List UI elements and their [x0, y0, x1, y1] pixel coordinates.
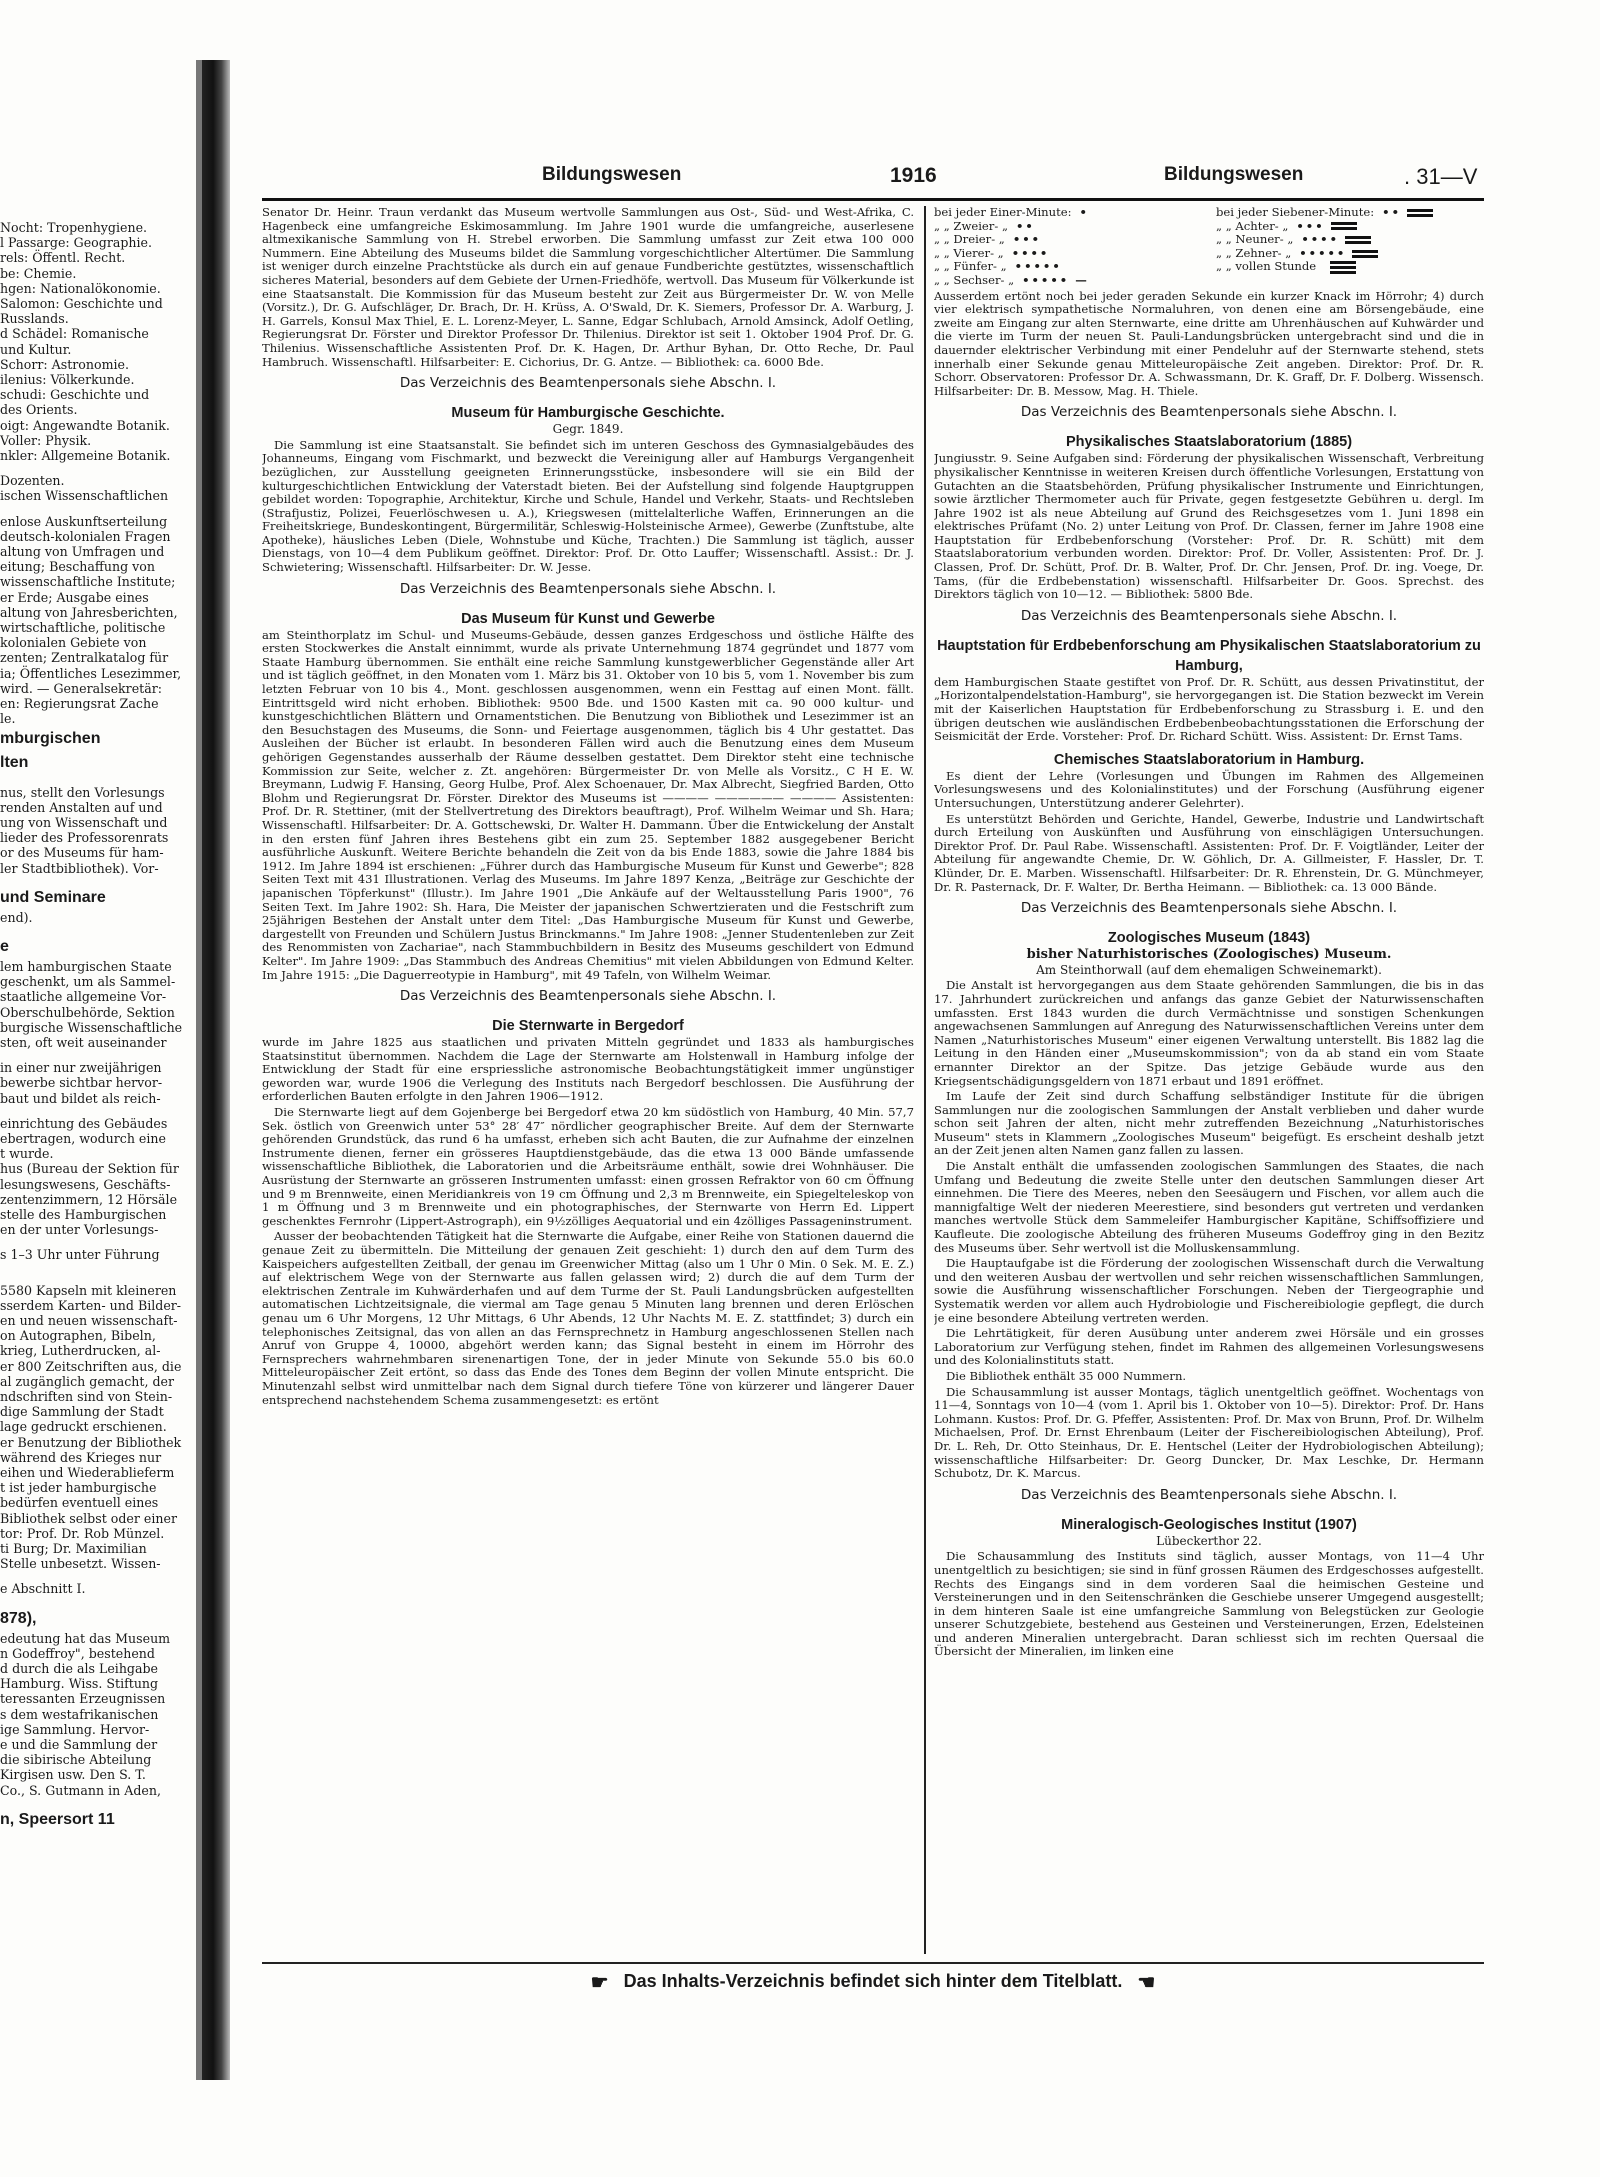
fragment-line: zentenzimmern, 12 Hörsäle	[0, 1191, 178, 1207]
fragment-line: ndschriften sind von Stein-	[0, 1389, 173, 1404]
fragment-line: n Godeffroy", bestehend	[0, 1645, 155, 1661]
time-schema-label: „ „ Dreier- „	[934, 232, 1005, 247]
section-subtitle: bisher Naturhistorisches (Zoologisches) Museum.	[1026, 947, 1392, 963]
time-schema-label: „ „ Zehner- „	[1216, 245, 1292, 260]
fragment-line: und Seminare	[0, 888, 106, 906]
fragment-line: ler Stadtbibliothek). Vor-	[0, 860, 159, 876]
fragment-line: oigt: Angewandte Botanik.	[0, 417, 170, 433]
fragment-line: krieg, Lutherdrucken, al-	[0, 1343, 161, 1359]
fragment-line: Hamburg. Wiss. Stiftung	[0, 1676, 159, 1692]
fragment-line: geschenkt, um als Sammel-	[0, 974, 176, 990]
fragment-line	[0, 1273, 198, 1283]
fragment-line: bedürfen eventuell eines	[0, 1495, 159, 1511]
fragment-line: Nocht: Tropenhygiene.	[0, 220, 148, 235]
fragment-line: sten, oft weit auseinander	[0, 1034, 167, 1050]
signal-dash	[1407, 214, 1433, 217]
section-title: Mineralogisch-Geologisches Institut (1907)	[1061, 1516, 1357, 1533]
signal-dots: •••	[1012, 232, 1042, 247]
section-text: Ausserdem ertönt noch bei jeder geraden Sekunde ein kurzer Knack im Hörrohr; 4) durch vier elektrisch sympathetische Normaluhren, von denen eine am Börsengebäude, eine zweite am Eingang zur alten Sternwarte, eine dritte am Uhrenhäuschen auf Kuhwärder und die vierte im Turm der neuen St. Pauli-Landungsbrücken untergebracht sind und die in dauernder elektrischer Verbindung mit einer Pendeluhr auf der Sternwarte stehend, stets innerhalb einer Sekunde genau Mitteleuropäische Zeit angeben. Direktor: Prof. Dr. R. Schorr. Observatoren: Professor Dr. A. Schwassmann, Dr. K. Graff, Dr. F. Dolberg. Wissensch. Hilfsarbeiter: Dr. B. Messow, Mag. H. Thiele.	[934, 288, 1484, 398]
fragment-line	[0, 1571, 198, 1581]
section-text: Es dient der Lehre (Vorlesungen und Übungen im Rahmen des Allgemeinen Vorlesungswesens und des Kolonialinstitutes) und der Forschung (Ausführung eigener Untersuchungen, Unterstützung anderer Gelehrter).	[934, 768, 1484, 810]
fragment-line	[0, 876, 198, 886]
signal-dots: ••	[1382, 206, 1401, 219]
fragment-line: t wurde.	[0, 1146, 54, 1162]
section-title: Das Museum für Kunst und Gewerbe	[461, 610, 715, 627]
time-schema-label: „ „ vollen Stunde	[1216, 259, 1317, 274]
header-right-title: Bildungswesen	[1164, 164, 1304, 185]
voelkerkunde-text: Senator Dr. Heinr. Traun verdankt das Museum wertvolle Sammlungen aus Ost-, Süd- und West-Afrika, C. Hagenbeck eine umfangreiche Eskimosammlung. Im Jahre 1901 wurde die umfangreiche, auserlesene altmexikanische Sammlung von H. Strebel erworben. Die Sammlung umfasst zur Zeit etwa 100 000 Nummern. Eine Abteilung des Museums bildet die Sammlung vorgeschichtlicher Altertümer. Die Sammlung ist weniger durch einzelne Prachtstücke als durch ein auf genaue Fundberichte gestütztes, wissenschaftlich sicheres Material, besonders auf dem Gebiete der Urnen-Friedhöfe, wertvoll. Das Museum für Völkerkunde ist eine Staatsanstalt. Die Kommission für das Museum besteht zur Zeit aus Bürgermeister Dr. W. von Melle (Vorsitz.), Dr. G. Aufschläger, Dr. Brach, Dr. H. Krüss, A. O'Swald, Dr. K. Siemers, Professor Dr. A. Warburg, J. H. Garrels, Konsul Max Thiel, E. L. Lorenz-Meyer, L. Sanne, Edgar Schlubach, Arnold Amsinck, Adolf Oetling, Regierungsrat Dr. Förster und Direktor Professor Dr. Thilenius. Direktor ist seit 1. Oktober 1904 Prof. Dr. G. Thilenius. Wissenschaftliche Assistenten Prof. Dr. K. Hagen, Dr. Arthur Byhan, Dr. Otto Reche, Dr. Paul Hambruch. Wissenschaftl. Hilfsarbeiter: E. Cichorius, Dr. G. Antze. — Bibliothek: ca. 6000 Bde.	[262, 206, 914, 369]
section-title: Hauptstation für Erdbebenforschung am Physikalischen Staatslaboratorium zu Hamburg,	[937, 637, 1481, 674]
fragment-line: schudi: Geschichte und	[0, 387, 150, 403]
fragment-line: edeutung hat das Museum	[0, 1630, 171, 1646]
time-schema-row	[934, 260, 1202, 274]
footer-text: Das Inhalts-Verzeichnis befindet sich hinter dem Titelblatt.	[623, 1971, 1123, 1991]
section-title: Die Sternwarte in Bergedorf	[492, 1018, 684, 1035]
fragment-line	[0, 925, 198, 935]
fragment-line: rels: Öffentl. Recht.	[0, 250, 126, 266]
fragment-line: enlose Auskunftserteilung	[0, 513, 168, 529]
fragment-line: t ist jeder hamburgische	[0, 1480, 157, 1496]
fragment-line: deutsch-kolonialen Fragen	[0, 528, 171, 544]
fragment-line: eitung; Beschaffung von	[0, 559, 155, 575]
time-schema-label: „ „ Vierer- „	[934, 245, 1004, 260]
fragment-line: er Benutzung der Bibliothek	[0, 1434, 182, 1450]
fragment-line: wird. — Generalsekretär:	[0, 680, 162, 696]
fragment-line: en: Regierungsrat Zache	[0, 696, 159, 712]
time-schema-label: „ „ Achter- „	[1216, 218, 1289, 233]
fragment-line: al zugänglich gemacht, der	[0, 1373, 174, 1389]
signal-dots: ••••	[1011, 245, 1050, 260]
page-number: . 31—V	[1404, 164, 1478, 189]
fragment-line: Oberschulbehörde, Sektion	[0, 1004, 175, 1020]
section-text: Die Schausammlung ist ausser Montags, täglich unentgeltlich geöffnet. Wochentags von 11—4, Sonntags von 10—4 (vom 1. April bis 1. Oktober von 10—5). Direktor: Prof. Dr. Hans Lohmann. Kustos: Prof. Dr. G. Pfeffer, Assistenten: Prof. Dr. Max von Brunn, Prof. Dr. Wilhelm Michaelsen, Prof. Dr. Ernst Ehrenbaum (Leiter der Fischereibiologischen Abteilung), Prof. Dr. L. Reh, Dr. Otto Steinhaus, Dr. E. Hentschel (Leiter der Hydrobiologischen Abteilung); wissenschaftliche Hilfsarbeiter: Dr. Georg Duncker, Dr. Max Leschke, Dr. Hermann Schubotz, Dr. K. Marcus.	[934, 1384, 1484, 1481]
time-schema-row	[1216, 220, 1484, 234]
fragment-line: lesungswesens, Geschäfts-	[0, 1176, 171, 1192]
fragment-line: nkler: Allgemeine Botanik.	[0, 448, 171, 464]
section-text: am Steinthorplatz im Schul- und Museums-Gebäude, dessen ganzes Erdgeschoss und östliche Hälfte des ersten Stockwerkes die Anstalt einnimmt, wurde als private Unternehmung 1874 gegründet und 1877 vom Staate Hamburg übernommen. Sie enthält eine reiche Sammlung kunstgewerblicher Gegenstände aller Art und ist täglich geöffnet, in den Monaten vom 1. März bis 31. Oktober von 10 bis 5, vom 1. November bis zum letzten Februar von 10 bis 4., Mont. geschlossen ausgenommen, wenn ein Festtag auf einen Mont. fällt. Eintrittsgeld wird nicht erhoben. Bibliothek: 9500 Bde. und 1500 Kasten mit ca. 90 000 kultur- und kunstgeschichtlichen Blättern und Ornamentstichen. Die Benutzung von Bibliothek und Lesezimmer ist an den Besuchstagen des Museums, die Sonn- und Feiertage ausgenommen, täglich bis 4 Uhr gestattet. Das Ausleihen der Bücher ist erlaubt. In besonderen Fällen wird auch die Benutzung eines dem Museum gehörigen Gegenstandes ausserhalb der Räume desselben gestattet. Dem Direktor steht eine technische Kommission zur Seite, welcher z. Zt. angehören: Bürgermeister Dr. von Melle als Vorsitz., C H E. W. Breymann, Ludwig F. Hansing, Georg Hulbe, Prof. Alex Schoenauer, Dr. Max Albrecht, Siegfried Barden, Otto Blohm und Regierungsrat Dr. Förster. Direktor des Museums ist ———— —————— ———— Assistenten: Prof. Dr. R. Stettiner, (mit der Stellvertretung des Direktors beauftragt), Prof. Wilhelm Weimar und Sh. Hara; Wissenschaftl. Hilfsarbeiter: Dr. A. Gottschewski, Dr. Walter H. Dammann. Über die Entwickelung der Anstalt in den ersten fünf Jahren ihres Bestehens gibt ein zum 25. September 1882 ausgegebener Bericht ausführliche Auskunft. Weitere Berichte behandeln die Zeit von da bis Ende 1883, sowie die Jahre 1884 bis 1912. Im Jahre 1894 ist erschienen: „Führer durch das Hamburgische Museum für Kunst und Gewerbe"; 828 Seiten Text mit 431 Illustrationen. Verlag des Museums. Im Jahre 1897 Kenza, „Beiträge zur Geschichte der japanischen Töpferkunst" (Illustr.). Im Jahre 1901 „Die Ankäufe auf der Weltausstellung Paris 1900", 76 Seiten Text. Im Jahre 1902: Sh. Hara, Die Meister der japanischen Schwertzieraten und die Festschrift zum 25jährigen Bestehen der Anstalt unter dem Titel: „Das Hamburgische Museum für Kunst und Gewerbe, dargestellt von Freunden und Schülern Justus Brinckmanns." Im Jahre 1908: „Jenner Studentenleben zur Zeit des Renommisten von Zachariae", nach Stammbuchbildern in Besitz des Museums geschildert von Edmund Kelter". Im Jahre 1909: „Das Stammbuch des Andreas Chemitius" mit vielen Abbildungen von Edmund Kelter. Im Jahre 1915: „Die Daguerreotypie in Hamburg", mit 49 Tafeln, von Wilhelm Weimar.	[262, 627, 914, 982]
fragment-line: ige Sammlung. Hervor-	[0, 1721, 150, 1737]
signal-dots: ••••	[1301, 232, 1339, 247]
section-text: Die Anstalt enthält die umfassenden zoologischen Sammlungen des Staates, die nach Umfang und Bedeutung die zweite Stelle unter den deutschen Sammlungen dieser Art einnehmen. Die Tiere des Meeres, neben den Seesäugern und Fischen, vor allem auch die mannigfaltige Welt der niederen Meerestiere, sind besonders gut vertreten und verdanken manches wertvolle Stück dem Sammeleifer Hamburgischer Kapitäne, Schiffsoffiziere und Kaufleute. Die zoologische Abteilung des früheren Museums Godeffroy ging in den Bezitz des Museums über. Sehr wertvoll ist die Molluskensammlung.	[934, 1159, 1484, 1255]
fragment-line: Co., S. Gutmann in Aden,	[0, 1782, 161, 1798]
fragment-line: lten	[0, 753, 29, 771]
time-schema-label: bei jeder Einer-Minute:	[934, 206, 1072, 219]
personnel-reference: Das Verzeichnis des Beamtenpersonals siehe Abschn. I.	[1020, 1486, 1398, 1503]
fragment-line: baut und bildet als reich-	[0, 1090, 161, 1106]
section-title: Physikalisches Staatslaboratorium (1885)	[1065, 434, 1353, 451]
fragment-line: d durch die als Leihgabe	[0, 1661, 159, 1677]
time-schema-row	[1216, 233, 1484, 247]
fragment-line: on Autographen, Bibeln,	[0, 1328, 156, 1344]
fragment-line: staatliche allgemeine Vor-	[0, 989, 167, 1005]
fragment-line: renden Anstalten auf und	[0, 799, 163, 815]
fragment-line: zenten; Zentralkatalog für	[0, 650, 169, 666]
fragment-line: lieder des Professorenrats	[0, 830, 169, 846]
header-rule	[262, 198, 1484, 201]
fragment-line: n, Speersort 11	[0, 1810, 115, 1828]
section-subtitle: Lübeckerthor 22.	[1156, 1533, 1262, 1548]
fragment-line: burgische Wissenschaftliche	[0, 1019, 183, 1035]
fragment-line: be: Chemie.	[0, 265, 77, 281]
fragment-line: end).	[0, 909, 33, 925]
fragment-line: Russlands.	[0, 311, 69, 327]
personnel-reference: Das Verzeichnis des Beamtenpersonals siehe Abschn. I.	[1020, 404, 1398, 421]
time-schema-row	[934, 233, 1202, 247]
fragment-line	[0, 1597, 198, 1607]
signal-dots: ••	[1015, 218, 1035, 233]
fragment-line: wirtschaftliche, politische	[0, 620, 166, 636]
fragment-line: d Schädel: Romanische	[0, 326, 149, 342]
time-schema-row	[934, 247, 1202, 261]
fragment-line: Voller: Physik.	[0, 432, 92, 448]
signal-dash	[1330, 266, 1356, 269]
fragment-line: teressanten Erzeugnissen	[0, 1691, 166, 1707]
time-schema-label: „ „ Neuner- „	[1216, 232, 1294, 247]
fragment-line: kolonialen Gebiete von	[0, 635, 147, 651]
section-title: Chemisches Staatslaboratorium in Hamburg.	[1053, 751, 1365, 768]
fragment-line: des Orients.	[0, 402, 78, 418]
fragment-line	[0, 775, 198, 785]
fragment-line: Dozenten.	[0, 473, 65, 489]
fragment-line: bewerbe sichtbar hervor-	[0, 1075, 163, 1091]
time-schema-left	[934, 206, 1202, 288]
fragment-line: stelle des Hamburgischen	[0, 1206, 167, 1222]
section-subtitle: Am Steinthorwall (auf dem ehemaligen Schweinemarkt).	[1036, 962, 1382, 977]
section-text: Jungiusstr. 9. Seine Aufgaben sind: Förderung der physikalischen Wissenschaft, Verbreitung physikalischer Kenntnisse in weiteren Kreisen durch öffentliche Vorlesungen, Erstattung von Gutachten an die Staatsbehörden, Prüfung physikalischer Instrumente und Einrichtungen, sowie ärztlicher Thermometer auch für Private, gegen festgesetzte Gebühren u. dergl. Im Jahre 1902 ist als neue Abteilung auf Grund des Reichsgesetzes vom 1. Juni 1898 ein elektrisches Prüfamt (No. 2) unter Leitung von Prof. Dr. Classen, ferner im Jahre 1908 eine Hauptstation für Erdbebenforschung (Vorsteher: Prof. Dr. R. Schütt) mit dem Staatslaboratorium verbunden worden. Direktor: Prof. Dr. Voller, Assistenten: Prof. Dr. J. Classen, Prof. Dr. Schütt, Prof. Dr. B. Walter, Prof. Dr. Chr. Jensen, Prof. Dr. ing. Voege, Dr. Tams, (für die Erdbebenstation) wissenschaftl. Hilfsarbeiter Dr. Goos. Sprechst. des Direktors täglich von 10—12. — Bibliothek: 5800 Bde.	[934, 451, 1484, 602]
section-text: Die Anstalt ist hervorgegangen aus dem Staate gehörenden Sammlungen, die bis in das 17. Jahrhundert zurückreichen und anfangs das ganze Gebiet der Naturwissenschaften umfassten. Erst 1843 wurden die durch Vermächtnisse und sonstigen Schenkungen angewachsenen Sammlungen auf Anregung des Naturwissenschaftlichen Vereins unter dem Namen „Naturhistorisches Museum" einer eigenen Verwaltung unterstellt. Bis 1882 lag die Leitung in den Händen einer „Museumskommission"; von da ab stand ein vom Staate ernannter Direktor an der Spitze. Das jetzige Gebäude wurde aus den Kriegsentschädigungsgeldern von 1871 erbaut und 1891 eröffnet.	[934, 978, 1484, 1088]
binding-gutter	[202, 60, 230, 2080]
fragment-line: in einer nur zweijährigen	[0, 1060, 162, 1076]
fragment-line: eihen und Wiederablieferm	[0, 1465, 175, 1481]
header-left-title: Bildungswesen	[542, 164, 682, 185]
signal-dash	[1330, 271, 1356, 274]
fragment-line: mburgischen	[0, 729, 101, 747]
fragment-line: hus (Bureau der Sektion für	[0, 1161, 179, 1177]
signal-dots: •••••	[1299, 245, 1347, 260]
time-schema-row	[1216, 206, 1484, 220]
fragment-line: sserdem Karten- und Bilder-	[0, 1297, 182, 1313]
fragment-line: e Abschnitt I.	[0, 1581, 86, 1597]
fragment-line: or des Museums für ham-	[0, 845, 164, 861]
time-schema-row	[934, 220, 1202, 234]
time-schema-label: „ „ Zweier- „	[934, 218, 1008, 233]
pointing-hand-left-icon: ☚	[1137, 1972, 1156, 1994]
personnel-reference: Das Verzeichnis des Beamtenpersonals siehe Abschn. I.	[1020, 900, 1398, 917]
signal-dash	[1345, 236, 1371, 239]
fragment-line: die sibirische Abteilung	[0, 1752, 152, 1768]
personnel-reference: Das Verzeichnis des Beamtenpersonals siehe Abschn. I.	[1020, 607, 1398, 624]
signal-dashes	[1345, 236, 1371, 244]
time-schema-label: „ „ Sechser- „	[934, 272, 1015, 287]
fragment-line: tor: Prof. Dr. Rob Münzel.	[0, 1525, 165, 1541]
fragment-line: ischen Wissenschaftlichen	[0, 488, 169, 504]
section-title: Museum für Hamburgische Geschichte.	[451, 405, 725, 422]
section-text: dem Hamburgischen Staate gestiftet von Prof. Dr. R. Schütt, aus dessen Privatinstitut, der „Horizontalpendelstation-Hamburg", sie hervorgegangen ist. Die Station bezweckt im Verein mit der Kaiserlichen Hauptstation für Erdbebenforschung zu Strassburg i. E. und den übrigen deutschen wie ausländischen Erdbebenbeobachtungsstationen die Erforschung der Seismicität der Erde. Vorsteher: Prof. Dr. Richard Schütt. Wiss. Assistent: Dr. Ernst Tams.	[934, 674, 1484, 744]
signal-dashes	[1407, 209, 1433, 217]
fragment-line: e und die Sammlung der	[0, 1737, 158, 1753]
section-text: Ausser der beobachtenden Tätigkeit hat die Sternwarte die Aufgabe, einer Reihe von Stationen dauernd die genaue Zeit zu übermitteln. Die Mitteilung der genauen Zeit geschieht: 1) durch den auf dem Turm des Kaispeichers aufgestellten Zeitball, der genau im Greenwicher Mittag (also um 1 Uhr 0 Min. 0 Sek. M. E. Z.) auf elektrischem Wege von der Sternwarte aus fallen gelassen wird; 2) durch die auf dem Turm der elektrischen Zentrale im Kuhwärderhafen und auf dem Turme der St. Pauli Landungsbrücken aufgestellten automatischen Lichtzeitsignale, die viermal am Tage genau 5 Minuten lang brennen und deren Erlöschen genau um 6 Uhr Morgens, 12 Uhr Mittags, 6 Uhr Abends, 12 Uhr Nachts M. E. Z. stattfindet; 3) durch ein telephonisches Zeitsignal, das von allen an das Fernsprechnetz in Hamburg angeschlossenen Stellen nach Anruf von Gruppe 4, 10000, abgehört werden kann; das Signal besteht in einem im Hörrohr des Fernsprechers wahrnehmbaren sirenenartigen Tone, der in jeder Minute von Sekunde 55.0 bis 60.0 Mitteleuropäischer Zeit ertönt, so dass das Ende des Tones dem Beginn der vollen Minute entspricht. Die Minutenzahl selbst wird unmittelbar nach dem Signal durch tiefere Töne von kürzerer und längerer Dauer entsprechend nachstehendem Schema zusammengesetzt: es ertönt	[262, 1229, 914, 1407]
fragment-line: ebertragen, wodurch eine	[0, 1130, 166, 1146]
section-subtitle: Gegr. 1849.	[552, 422, 624, 437]
fragment-line	[0, 1798, 198, 1808]
time-schema-row	[934, 274, 1202, 288]
section-text: Die Sternwarte liegt auf dem Gojenberge bei Bergedorf etwa 20 km südöstlich von Hamburg, 40 Min. 57,7 Sek. östlich von Greenwich unter 53° 28′ 47″ nördlicher geographischer Breite. Auf dem der Sternwarte gehörenden Grundstück, das rund 6 ha umfasst, erheben sich acht Bauten, die zur Aufnahme der einzelnen Instrumente dienen, ferner ein grösseres Hauptdienstgebäude, das die etwa 13 000 Bände umfassende wissenschaftliche Bibliothek, die Laboratorien und die Arbeitsräume enthält, sowie drei Wohnhäuser. Die Ausrüstung der Sternwarte an grösseren Instrumenten umfasst: einen grossen Refraktor von 60 cm Öffnung und 9 m Brennweite, einen Meridiankreis von 19 cm Öffnung und 2,3 m Brennweite, ein Spiegelteleskop von 1 m Öffnung und 3 m Brennweite und ein photographisches, der Sternwarte von Herrn Ed. Lippert geschenktes Fernrohr (Lippert-Astrograph), ein 9½zölliges Aequatorial und ein 4zölliges Passageninstrument.	[262, 1105, 914, 1228]
header-year: 1916	[890, 164, 937, 187]
section-text: Die Schausammlung des Instituts sind täglich, ausser Montags, von 11—4 Uhr unentgeltlich zu besichtigen; sie sind in fünf grossen Räumen des Erdgeschosses aufgestellt. Rechts des Eingangs sind in dem vorderen Saal die heimischen Gesteine und Versteinerungen und in den Seitenschränken die Geschiebe unserer Umgegend ausgestellt; in dem hinteren Saale ist eine umfangreiche Sammlung von Belegstücken zur Geologie unserer Schutzgebiete, bestehend aus Gesteinen und Versteinerungen, Erzen, Edelsteinen und anderen Mineralien untergebracht. Daran schliesst sich im rechten Quersaal die Übersicht der Mineralien, im linken eine	[934, 1549, 1484, 1659]
signal-dots: •••	[1296, 218, 1325, 233]
fragment-line: während des Krieges nur	[0, 1449, 162, 1465]
section-text: Es unterstützt Behörden und Gerichte, Handel, Gewerbe, Industrie und Landwirtschaft durch Erteilung von Auskünften und Ausführung von einschlägigen Untersuchungen. Direktor Prof. Dr. Paul Rabe. Wissenschaftl. Assistenten: Prof. Dr. F. Voigtländer, Leiter der Abteilung für angewandte Chemie, Dr. W. Göhlich, Dr. A. Gillmeister, F. Hassler, Dr. T. Klünder, Dr. E. Marben. Wissenschaftl. Hilfsarbeiter: Dr. R. Ehrenstein, Dr. G. Münchmeyer, Dr. R. Pasternack, Dr. F. Walter, Dr. Bertha Heimann. — Bibliothek: ca. 13 000 Bände.	[934, 811, 1484, 894]
time-schema-label: bei jeder Siebener-Minute:	[1216, 206, 1375, 219]
fragment-line	[0, 504, 198, 514]
fragment-line: lage gedruckt erschienen.	[0, 1419, 167, 1435]
fragment-line: ia; Öffentliches Lesezimmer,	[0, 665, 182, 681]
section-text: Im Laufe der Zeit sind durch Schaffung selbständiger Institute für die übrigen Sammlungen nur die zoologischen Sammlungen der Anstalt verblieben und daher wurde schon seit Jahren der alten, nicht mehr zutreffenden Bezeichnung „Naturhistorisches Museum" stets in Klammern „Zoologisches Museum" beigefügt. Es erscheint deshalb jetzt an der Zeit jenen alten Namen ganz fallen zu lassen.	[934, 1089, 1484, 1158]
signal-dots: •••••	[1014, 259, 1062, 274]
fragment-line: einrichtung des Gebäudes	[0, 1115, 168, 1131]
fragment-line: le.	[0, 711, 16, 727]
fragment-line: lem hamburgischen Staate	[0, 958, 172, 974]
column-rule	[924, 206, 926, 1954]
time-schema-row	[934, 206, 1202, 220]
time-schema-label: „ „ Fünfer- „	[934, 259, 1007, 274]
signal-dash	[1331, 227, 1357, 230]
signal-dash	[1352, 250, 1378, 253]
fragment-line: en der unter Vorlesungs-	[0, 1222, 159, 1238]
signal-dashes	[1330, 261, 1356, 274]
fragment-line: s dem westafrikanischen	[0, 1706, 159, 1722]
fragment-line	[0, 1263, 198, 1273]
pointing-hand-right-icon: ☛	[590, 1972, 609, 1994]
fragment-line	[0, 1237, 198, 1247]
fragment-line: Schorr: Astronomie.	[0, 356, 129, 372]
signal-dashes	[1352, 250, 1378, 258]
fragment-line: s 1–3 Uhr unter Führung	[0, 1247, 160, 1263]
section-text: Die Sammlung ist eine Staatsanstalt. Sie befindet sich im unteren Geschoss des Gymnasialgebäudes des Johanneums, Eingang vom Fischmarkt, und bezweckt die Vereinigung aller auf Hamburgs Vergangenheit bezüglichen, zur Ausstellung geeigneten Erinnerungsstücke, insbesondere will sie ein Bild der kulturgeschichtlichen Entwicklung der Vaterstadt bieten. Bei der Aufstellung sind folgende Hauptgruppen gebildet worden: Topographie, Architektur, Kirche und Schule, Handel und Verkehr, Staats- und Rechtsleben (Strafjustiz, Polizei, Feuerlöschwesen u. A.), Kriegswesen (mittelalterliche Waffen, Erinnerungen an die Freiheitskriege, Bundeskontingent, Bürgermilitär, Schleswig-Holsteinische Armee), Gewerbe (Zunftstube, alte Apotheke), häusliches Leben (Diele, Wohnstube und Küche, Trachten.) Die Sammlung ist täglich, ausser Dienstags, von 10—4 dem Publikum geöffnet. Direktor: Prof. Dr. Otto Lauffer; Wissenschaftl. Assist.: Dr. J. Schwietering; Wissenschaftl. Hilfsarbeiter: Dr. W. Jesse.	[262, 437, 914, 575]
fragment-line: l Passarge: Geographie.	[0, 235, 153, 251]
personnel-reference: Das Verzeichnis des Beamtenpersonals siehe Abschn. I.	[399, 580, 777, 597]
signal-dash	[1330, 261, 1356, 264]
fragment-line: wissenschaftliche Institute;	[0, 574, 176, 590]
fragment-line: Bibliothek selbst oder einer	[0, 1510, 177, 1526]
fragment-line: er Erde; Ausgabe eines	[0, 589, 149, 605]
section-text: Die Bibliothek enthält 35 000 Nummern.	[946, 1368, 1187, 1383]
right-column	[934, 206, 1484, 1956]
fragment-line: Kirgisen usw. Den S. T.	[0, 1767, 146, 1783]
fragment-line: altung von Jahresberichten,	[0, 604, 178, 620]
section-text: Die Lehrtätigkeit, für deren Ausübung unter anderem zwei Hörsäle und ein grosses Laboratorium zur Verfügung stehen, findet im Rahmen des allgemeinen Vorlesungswesens und des Kolonialinstituts statt.	[934, 1326, 1484, 1368]
fragment-line: altung von Umfragen und	[0, 544, 165, 560]
footer-note	[262, 1970, 1484, 1995]
fragment-line: hgen: Nationalökonomie.	[0, 280, 161, 296]
fragment-line: nus, stellt den Vorlesungs	[0, 784, 165, 800]
footer-rule	[262, 1962, 1484, 1964]
section-text: Die Hauptaufgabe ist die Förderung der zoologischen Wissenschaft durch die Verwaltung und den weiteren Ausbau der wertvollen und sehr reichen wissenschaftlichen Sammlungen, sowie die Ausführung wissenschaftlicher Forschungen. Neben der Tiergeographie und Systematik werden vor allem auch Hydrobiologie und Fischereibiologie gepflegt, die durch je eine besondere Abteilung vertreten werden.	[934, 1256, 1484, 1325]
fragment-line: Salomon: Geschichte und	[0, 296, 163, 312]
time-signal-schema	[934, 206, 1484, 288]
fragment-line	[0, 463, 198, 473]
time-schema-row	[1216, 247, 1484, 261]
time-schema-row	[1216, 260, 1484, 274]
signal-dots: •	[1079, 206, 1089, 219]
time-schema-right	[1216, 206, 1484, 288]
signal-dash	[1352, 255, 1378, 258]
section-title: Zoologisches Museum (1843)	[1107, 930, 1311, 947]
signal-dashes	[1331, 222, 1357, 230]
section-text: wurde im Jahre 1825 aus staatlichen und privaten Mitteln gegründet und 1833 als hamburgisches Staatsinstitut übernommen. Nachdem die Lage der Sternwarte am Holstenwall in Hamburg infolge der Entwicklung der Stadt für eine erspriessliche astronomische Beobachtungstätigkeit immer ungünstiger geworden war, wurde 1906 die Verlegung des Instituts nach Bergedorf beschlossen. Die Ausführung der erforderlichen Bauten erfolgte in den Jahren 1906—1912.	[262, 1035, 914, 1104]
previous-page-fragment	[0, 220, 198, 2040]
fragment-line: e	[0, 937, 9, 955]
signal-dash	[1345, 241, 1371, 244]
fragment-line: Stelle unbesetzt. Wissen-	[0, 1556, 161, 1572]
fragment-line: er 800 Zeitschriften aus, die	[0, 1358, 182, 1374]
page-header	[262, 160, 1484, 194]
fragment-line	[0, 1050, 198, 1060]
signal-dash	[1407, 209, 1433, 212]
fragment-line: und Kultur.	[0, 341, 72, 357]
fragment-line	[0, 1106, 198, 1116]
personnel-reference: Das Verzeichnis des Beamtenpersonals siehe Abschn. I.	[399, 375, 777, 392]
personnel-reference: Das Verzeichnis des Beamtenpersonals siehe Abschn. I.	[399, 988, 777, 1005]
signal-dash	[1331, 222, 1357, 225]
fragment-line: ilenius: Völkerkunde.	[0, 372, 135, 388]
fragment-line: ung von Wissenschaft und	[0, 814, 168, 830]
signal-dots: ••••• —	[1022, 272, 1089, 287]
fragment-line: 878),	[0, 1609, 37, 1627]
fragment-line: 5580 Kapseln mit kleineren	[0, 1282, 177, 1298]
fragment-line: ti Burg; Dr. Maximilian	[0, 1541, 147, 1557]
fragment-line: en und neuen wissenschaft-	[0, 1312, 178, 1328]
left-column	[262, 206, 914, 1956]
fragment-line: dige Sammlung der Stadt	[0, 1404, 164, 1420]
